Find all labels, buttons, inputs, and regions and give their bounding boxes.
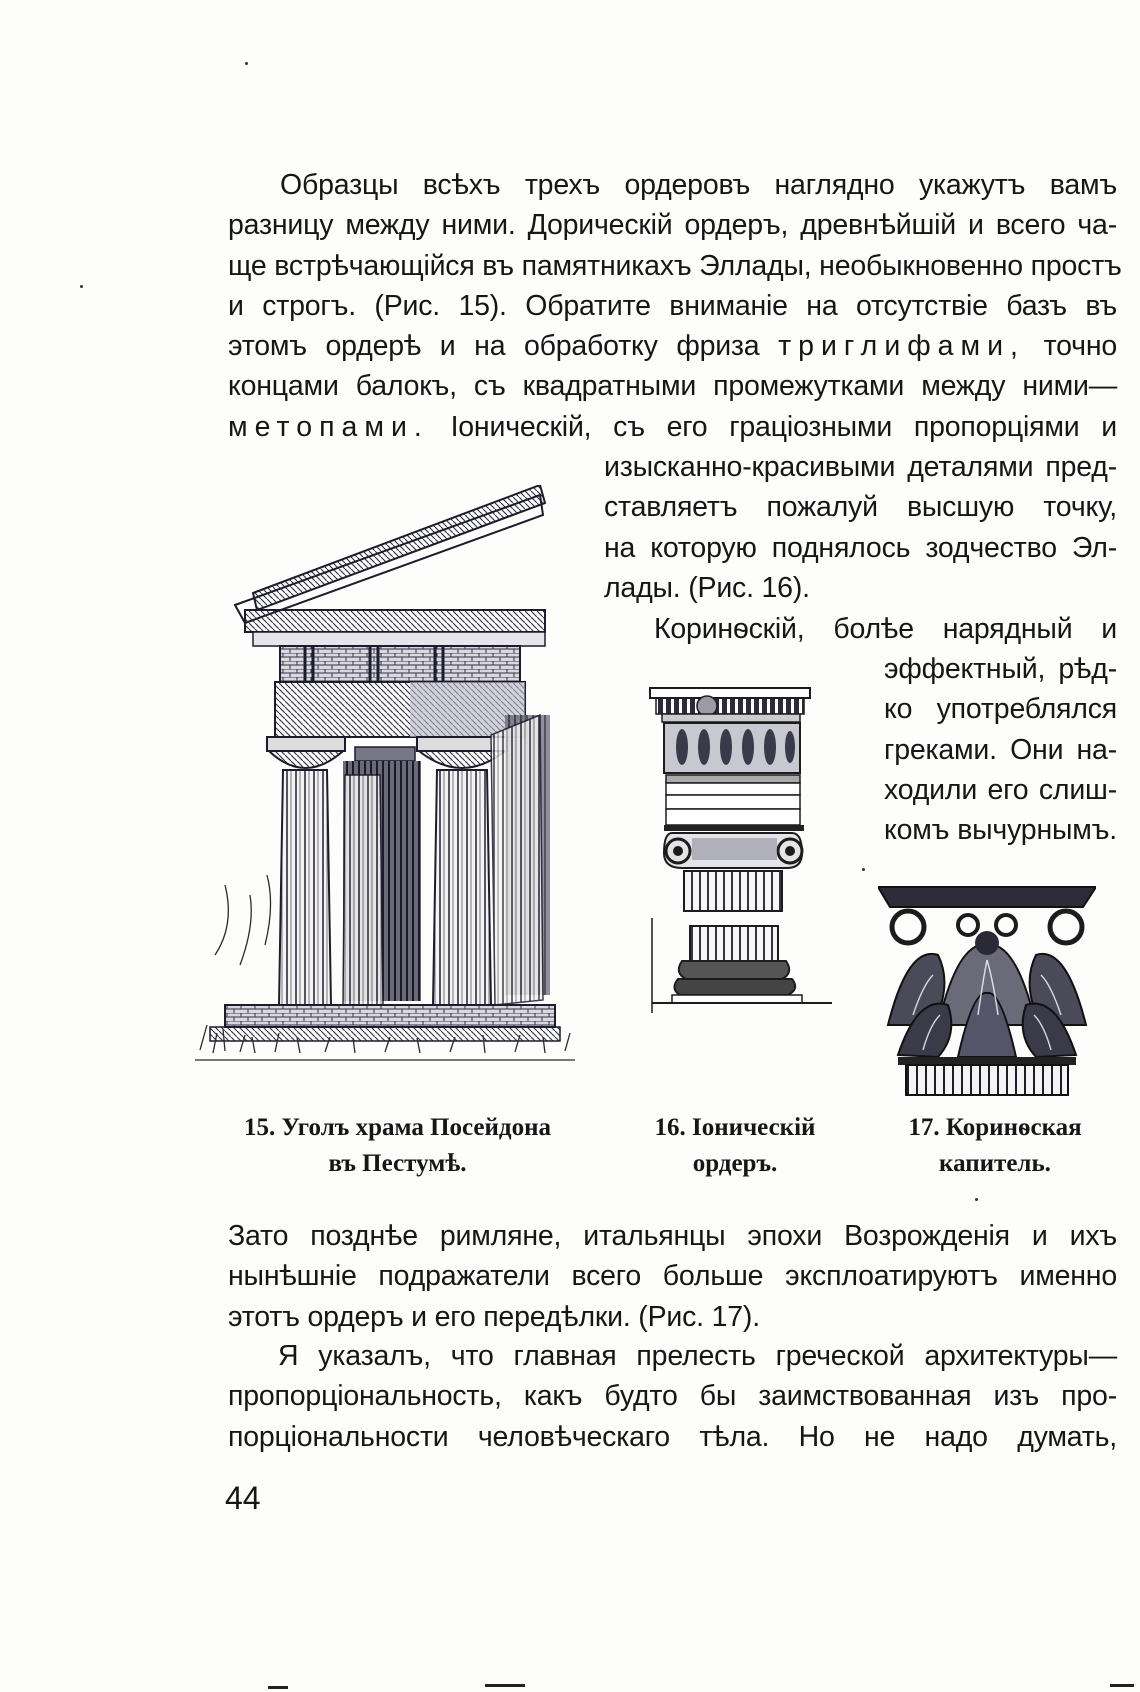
text-line: Образцы всѣхъ трехъ ордеровъ наглядно укажутъ вамъ: [280, 169, 1117, 201]
paragraph-2-column: [884, 649, 1117, 850]
caption-line: капитель.: [939, 1150, 1051, 1177]
text-line: Зато позднѣе римляне, итальянцы эпохи Возрожденія и ихъ: [228, 1220, 1117, 1252]
text-line: лады. (Рис. 16).: [604, 571, 810, 604]
figure-15-temple-illustration: [195, 485, 575, 1095]
text-line: ходили его слиш-: [884, 773, 1117, 806]
paragraph-1: [228, 165, 1122, 447]
text-line: эффектный, рѣд-: [884, 653, 1117, 685]
text-line: греками. Они на-: [884, 733, 1117, 766]
print-speck: [862, 868, 865, 871]
text-line: Коринѳскій, болѣе нарядный и: [654, 613, 1117, 645]
text-line: ставляетъ пожалуй высшую точку,: [604, 491, 1117, 524]
caption-line: 16. Іоническій: [654, 1114, 816, 1141]
text-line: порціональности человѣческаго тѣла. Но не надо думать,: [228, 1420, 1117, 1453]
text-line: концами балокъ, съ квадратными промежутками между ними—: [228, 370, 1117, 403]
text-line: комъ вычурнымъ.: [884, 814, 1117, 847]
paragraph-3: [228, 1216, 1117, 1337]
bottom-print-mark: [1110, 1684, 1134, 1687]
figure-17-corinthian-capital-illustration: [878, 885, 1096, 1100]
caption-line: 17. Коринѳская: [908, 1114, 1082, 1141]
text-line: ще встрѣчающійся въ памятникахъ Эллады, необыкновенно простъ: [228, 249, 1122, 282]
spaced-term-triglyphs: триглифами,: [778, 330, 1025, 363]
text-line: разницу между ними. Дорическій ордеръ, древнѣйшій и всего ча-: [228, 209, 1117, 242]
text-line: изысканно-красивыми деталями пред-: [604, 451, 1117, 483]
figure-17-caption: [890, 1110, 1100, 1182]
text-line: [228, 326, 1117, 366]
figure-16-ionic-order-illustration: [642, 683, 832, 1093]
text-segment: Іоническій, съ его граціозными пропорціями и: [450, 410, 1117, 443]
text-line: на которую поднялось зодчество Эл-: [604, 531, 1117, 564]
paragraph-1-continued: [604, 447, 1117, 608]
spaced-term-metopes: метопами.: [228, 410, 429, 443]
caption-line: 15. Уголъ храма Посейдона: [244, 1114, 551, 1141]
text-line: ко употреблялся: [884, 693, 1117, 726]
figure-16-caption: [640, 1110, 830, 1182]
print-speck: [80, 285, 83, 288]
caption-line: ордеръ.: [692, 1150, 778, 1177]
text-line: пропорціональность, какъ будто бы заимствованная изъ про-: [228, 1380, 1117, 1413]
figure-15-caption: [225, 1110, 570, 1182]
text-line: этотъ ордеръ и его передѣлки. (Рис. 17).: [228, 1300, 760, 1333]
text-line: [228, 407, 1117, 447]
caption-line: въ Пестумѣ.: [328, 1150, 467, 1177]
bottom-print-mark: [485, 1684, 525, 1687]
text-line: нынѣшніе подражатели всего больше эксплоатируютъ именно: [228, 1260, 1117, 1293]
text-segment: этомъ ордерѣ и на обработку фриза: [228, 330, 760, 363]
bottom-print-mark: [268, 1686, 288, 1689]
page-number: 44: [225, 1480, 261, 1516]
print-speck: [975, 1198, 978, 1201]
print-speck: [245, 62, 248, 65]
text-segment: точно: [1043, 330, 1118, 363]
text-line: и строгъ. (Рис. 15). Обратите вниманіе на отсутствіе базъ въ: [228, 289, 1117, 322]
text-line: Я указалъ, что главная прелесть греческой архитектуры—: [278, 1340, 1117, 1372]
paragraph-2-first-line: [654, 609, 1117, 649]
paragraph-4: [228, 1336, 1117, 1457]
